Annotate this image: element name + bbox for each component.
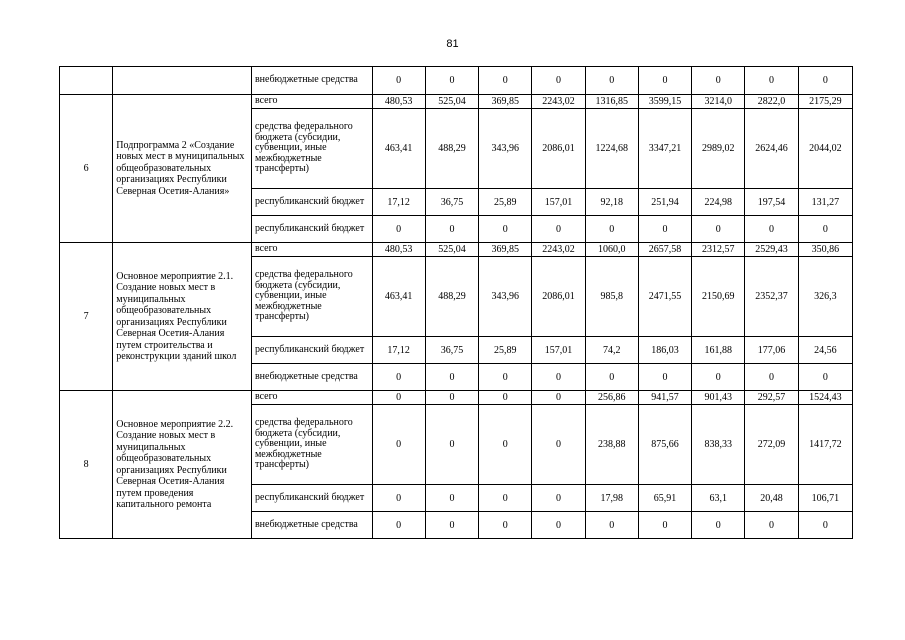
value-cell: 941,57 bbox=[638, 391, 691, 405]
value-cell: 985,8 bbox=[585, 257, 638, 337]
row-number-cell bbox=[60, 67, 113, 95]
funding-source-cell: республиканский бюджет bbox=[251, 485, 372, 512]
value-cell: 0 bbox=[692, 67, 745, 95]
value-cell: 92,18 bbox=[585, 189, 638, 216]
value-cell: 463,41 bbox=[372, 257, 425, 337]
value-cell: 0 bbox=[532, 485, 585, 512]
value-cell: 0 bbox=[372, 364, 425, 391]
value-cell: 1060,0 bbox=[585, 243, 638, 257]
value-cell: 838,33 bbox=[692, 405, 745, 485]
value-cell: 0 bbox=[425, 405, 478, 485]
value-cell: 197,54 bbox=[745, 189, 798, 216]
value-cell: 2150,69 bbox=[692, 257, 745, 337]
value-cell: 0 bbox=[585, 364, 638, 391]
value-cell: 2822,0 bbox=[745, 95, 798, 109]
program-name-cell: Основное мероприятие 2.1. Создание новых мест в муниципальных общеобразовательных организациях Республики Северная Осетия-Алания путем строительства и реконструкции зданий школ bbox=[113, 243, 252, 391]
value-cell: 2624,46 bbox=[745, 109, 798, 189]
funding-source-cell: республиканский бюджет bbox=[251, 216, 372, 243]
value-cell: 0 bbox=[532, 216, 585, 243]
funding-source-cell: республиканский бюджет bbox=[251, 337, 372, 364]
value-cell: 0 bbox=[585, 216, 638, 243]
value-cell: 2044,02 bbox=[798, 109, 852, 189]
funding-source-cell: всего bbox=[251, 95, 372, 109]
value-cell: 17,12 bbox=[372, 189, 425, 216]
value-cell: 157,01 bbox=[532, 189, 585, 216]
value-cell: 0 bbox=[479, 391, 532, 405]
value-cell: 901,43 bbox=[692, 391, 745, 405]
value-cell: 0 bbox=[745, 512, 798, 539]
value-cell: 525,04 bbox=[425, 243, 478, 257]
budget-table bbox=[59, 66, 853, 539]
value-cell: 2471,55 bbox=[638, 257, 691, 337]
value-cell: 36,75 bbox=[425, 337, 478, 364]
table-row bbox=[60, 391, 853, 405]
value-cell: 369,85 bbox=[479, 95, 532, 109]
value-cell: 0 bbox=[692, 512, 745, 539]
value-cell: 2243,02 bbox=[532, 95, 585, 109]
value-cell: 369,85 bbox=[479, 243, 532, 257]
funding-source-cell: республиканский бюджет bbox=[251, 189, 372, 216]
value-cell: 0 bbox=[798, 512, 852, 539]
funding-source-cell: средства федерального бюджета (субсидии, субвенции, иные межбюджетные трансферты) bbox=[251, 109, 372, 189]
program-name-cell: Основное мероприятие 2.2. Создание новых мест в муниципальных общеобразовательных организациях Республики Северная Осетия-Алания путем проведения капитального ремонта bbox=[113, 391, 252, 539]
value-cell: 0 bbox=[585, 67, 638, 95]
value-cell: 0 bbox=[532, 391, 585, 405]
value-cell: 0 bbox=[372, 485, 425, 512]
value-cell: 0 bbox=[638, 67, 691, 95]
value-cell: 256,86 bbox=[585, 391, 638, 405]
value-cell: 177,06 bbox=[745, 337, 798, 364]
value-cell: 2086,01 bbox=[532, 257, 585, 337]
value-cell: 0 bbox=[798, 67, 852, 95]
value-cell: 480,53 bbox=[372, 243, 425, 257]
value-cell: 0 bbox=[372, 405, 425, 485]
table-row bbox=[60, 243, 853, 257]
value-cell: 74,2 bbox=[585, 337, 638, 364]
value-cell: 1224,68 bbox=[585, 109, 638, 189]
row-number-cell: 6 bbox=[60, 95, 113, 243]
value-cell: 463,41 bbox=[372, 109, 425, 189]
funding-source-cell: внебюджетные средства bbox=[251, 512, 372, 539]
value-cell: 480,53 bbox=[372, 95, 425, 109]
value-cell: 326,3 bbox=[798, 257, 852, 337]
value-cell: 0 bbox=[479, 364, 532, 391]
value-cell: 157,01 bbox=[532, 337, 585, 364]
value-cell: 2989,02 bbox=[692, 109, 745, 189]
table-row bbox=[60, 67, 853, 95]
program-name-cell bbox=[113, 67, 252, 95]
value-cell: 0 bbox=[532, 67, 585, 95]
value-cell: 251,94 bbox=[638, 189, 691, 216]
funding-source-cell: средства федерального бюджета (субсидии, субвенции, иные межбюджетные трансферты) bbox=[251, 405, 372, 485]
value-cell: 0 bbox=[479, 216, 532, 243]
value-cell: 0 bbox=[532, 405, 585, 485]
value-cell: 343,96 bbox=[479, 109, 532, 189]
value-cell: 0 bbox=[532, 512, 585, 539]
value-cell: 2086,01 bbox=[532, 109, 585, 189]
value-cell: 0 bbox=[372, 512, 425, 539]
funding-source-cell: всего bbox=[251, 243, 372, 257]
value-cell: 1417,72 bbox=[798, 405, 852, 485]
value-cell: 36,75 bbox=[425, 189, 478, 216]
value-cell: 292,57 bbox=[745, 391, 798, 405]
funding-source-cell: средства федерального бюджета (субсидии, субвенции, иные межбюджетные трансферты) bbox=[251, 257, 372, 337]
value-cell: 0 bbox=[745, 216, 798, 243]
value-cell: 224,98 bbox=[692, 189, 745, 216]
value-cell: 17,98 bbox=[585, 485, 638, 512]
value-cell: 0 bbox=[692, 364, 745, 391]
value-cell: 0 bbox=[798, 364, 852, 391]
value-cell: 3347,21 bbox=[638, 109, 691, 189]
value-cell: 0 bbox=[638, 216, 691, 243]
value-cell: 0 bbox=[425, 67, 478, 95]
value-cell: 350,86 bbox=[798, 243, 852, 257]
funding-source-cell: внебюджетные средства bbox=[251, 364, 372, 391]
value-cell: 2352,37 bbox=[745, 257, 798, 337]
value-cell: 25,89 bbox=[479, 337, 532, 364]
value-cell: 0 bbox=[425, 364, 478, 391]
value-cell: 1316,85 bbox=[585, 95, 638, 109]
table-row bbox=[60, 95, 853, 109]
value-cell: 0 bbox=[372, 216, 425, 243]
value-cell: 161,88 bbox=[692, 337, 745, 364]
value-cell: 488,29 bbox=[425, 257, 478, 337]
value-cell: 0 bbox=[638, 364, 691, 391]
value-cell: 25,89 bbox=[479, 189, 532, 216]
row-number-cell: 8 bbox=[60, 391, 113, 539]
value-cell: 131,27 bbox=[798, 189, 852, 216]
funding-source-cell: всего bbox=[251, 391, 372, 405]
value-cell: 0 bbox=[479, 405, 532, 485]
value-cell: 2657,58 bbox=[638, 243, 691, 257]
page-number: 81 bbox=[446, 38, 459, 50]
value-cell: 0 bbox=[532, 364, 585, 391]
value-cell: 20,48 bbox=[745, 485, 798, 512]
value-cell: 0 bbox=[638, 512, 691, 539]
funding-source-cell: внебюджетные средства bbox=[251, 67, 372, 95]
value-cell: 2175,29 bbox=[798, 95, 852, 109]
value-cell: 0 bbox=[692, 216, 745, 243]
value-cell: 2312,57 bbox=[692, 243, 745, 257]
value-cell: 0 bbox=[425, 391, 478, 405]
value-cell: 65,91 bbox=[638, 485, 691, 512]
value-cell: 0 bbox=[745, 364, 798, 391]
value-cell: 343,96 bbox=[479, 257, 532, 337]
value-cell: 0 bbox=[372, 67, 425, 95]
value-cell: 0 bbox=[798, 216, 852, 243]
value-cell: 0 bbox=[425, 485, 478, 512]
value-cell: 238,88 bbox=[585, 405, 638, 485]
value-cell: 0 bbox=[479, 512, 532, 539]
value-cell: 1524,43 bbox=[798, 391, 852, 405]
value-cell: 106,71 bbox=[798, 485, 852, 512]
value-cell: 0 bbox=[745, 67, 798, 95]
value-cell: 186,03 bbox=[638, 337, 691, 364]
value-cell: 0 bbox=[372, 391, 425, 405]
value-cell: 3599,15 bbox=[638, 95, 691, 109]
value-cell: 272,09 bbox=[745, 405, 798, 485]
value-cell: 0 bbox=[479, 485, 532, 512]
row-number-cell: 7 bbox=[60, 243, 113, 391]
value-cell: 875,66 bbox=[638, 405, 691, 485]
value-cell: 0 bbox=[479, 67, 532, 95]
value-cell: 0 bbox=[425, 216, 478, 243]
value-cell: 17,12 bbox=[372, 337, 425, 364]
value-cell: 525,04 bbox=[425, 95, 478, 109]
value-cell: 2243,02 bbox=[532, 243, 585, 257]
value-cell: 3214,0 bbox=[692, 95, 745, 109]
value-cell: 2529,43 bbox=[745, 243, 798, 257]
value-cell: 63,1 bbox=[692, 485, 745, 512]
value-cell: 24,56 bbox=[798, 337, 852, 364]
value-cell: 0 bbox=[425, 512, 478, 539]
value-cell: 488,29 bbox=[425, 109, 478, 189]
program-name-cell: Подпрограмма 2 «Создание новых мест в муниципальных общеобразовательных организациях Республики Северная Осетия-Алания» bbox=[113, 95, 252, 243]
value-cell: 0 bbox=[585, 512, 638, 539]
